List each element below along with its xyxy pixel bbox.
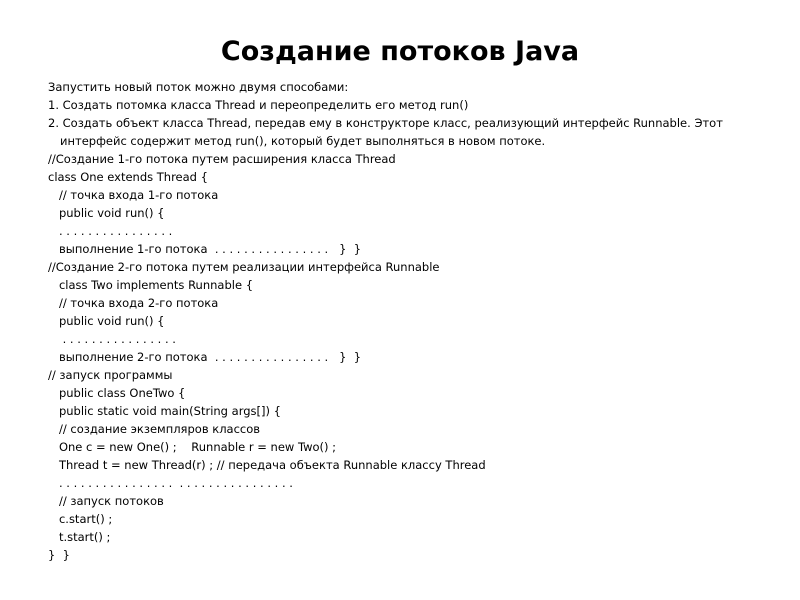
code-line: // точка входа 2-го потока (48, 296, 219, 310)
slide-title: Создание потоков Java (220, 36, 580, 67)
code-line: выполнение 1-го потока . . . . . . . . . . . . . . . . } } (48, 242, 362, 256)
method-2-text: 2. Создать объект класса Thread, передав ему в конструкторе класс, реализующий интерфейс Runnable. Этот интерфейс содержит метод run(), который будет выполняться в новом потоке. (48, 116, 727, 148)
code-line: public static void main(String args[]) { (48, 404, 281, 418)
intro-text: Запустить новый поток можно двумя способами: (48, 80, 349, 94)
slide-body (48, 78, 748, 564)
code-line: //Создание 1-го потока путем расширения класса Thread (48, 152, 396, 166)
code-line: Thread t = new Thread(r) ; // передача объекта Runnable классу Thread (48, 458, 486, 472)
code-line: . . . . . . . . . . . . . . . . (48, 332, 176, 346)
code-line: } } (48, 548, 70, 562)
code-line: public void run() { (48, 206, 165, 220)
code-line: c.start() ; (48, 512, 113, 526)
code-line: // запуск программы (48, 368, 173, 382)
code-line: One c = new One() ; Runnable r = new Two() ; (48, 440, 337, 454)
code-line: public class OneTwo { (48, 386, 186, 400)
method-1-text: 1. Создать потомка класса Thread и переопределить его метод run() (48, 98, 469, 112)
code-line: //Создание 2-го потока путем реализации интерфейса Runnable (48, 260, 440, 274)
code-line: class One extends Thread { (48, 170, 208, 184)
code-line: . . . . . . . . . . . . . . . . . . . . . . . . . . . . . . . . (48, 476, 293, 490)
code-line: выполнение 2-го потока . . . . . . . . . . . . . . . . } } (48, 350, 362, 364)
code-line: . . . . . . . . . . . . . . . . (48, 224, 173, 238)
code-line: // точка входа 1-го потока (48, 188, 219, 202)
code-line: public void run() { (48, 314, 165, 328)
code-line: // создание экземпляров классов (48, 422, 261, 436)
code-line: // запуск потоков (48, 494, 164, 508)
code-line: t.start() ; (48, 530, 111, 544)
code-line: class Two implements Runnable { (48, 278, 254, 292)
